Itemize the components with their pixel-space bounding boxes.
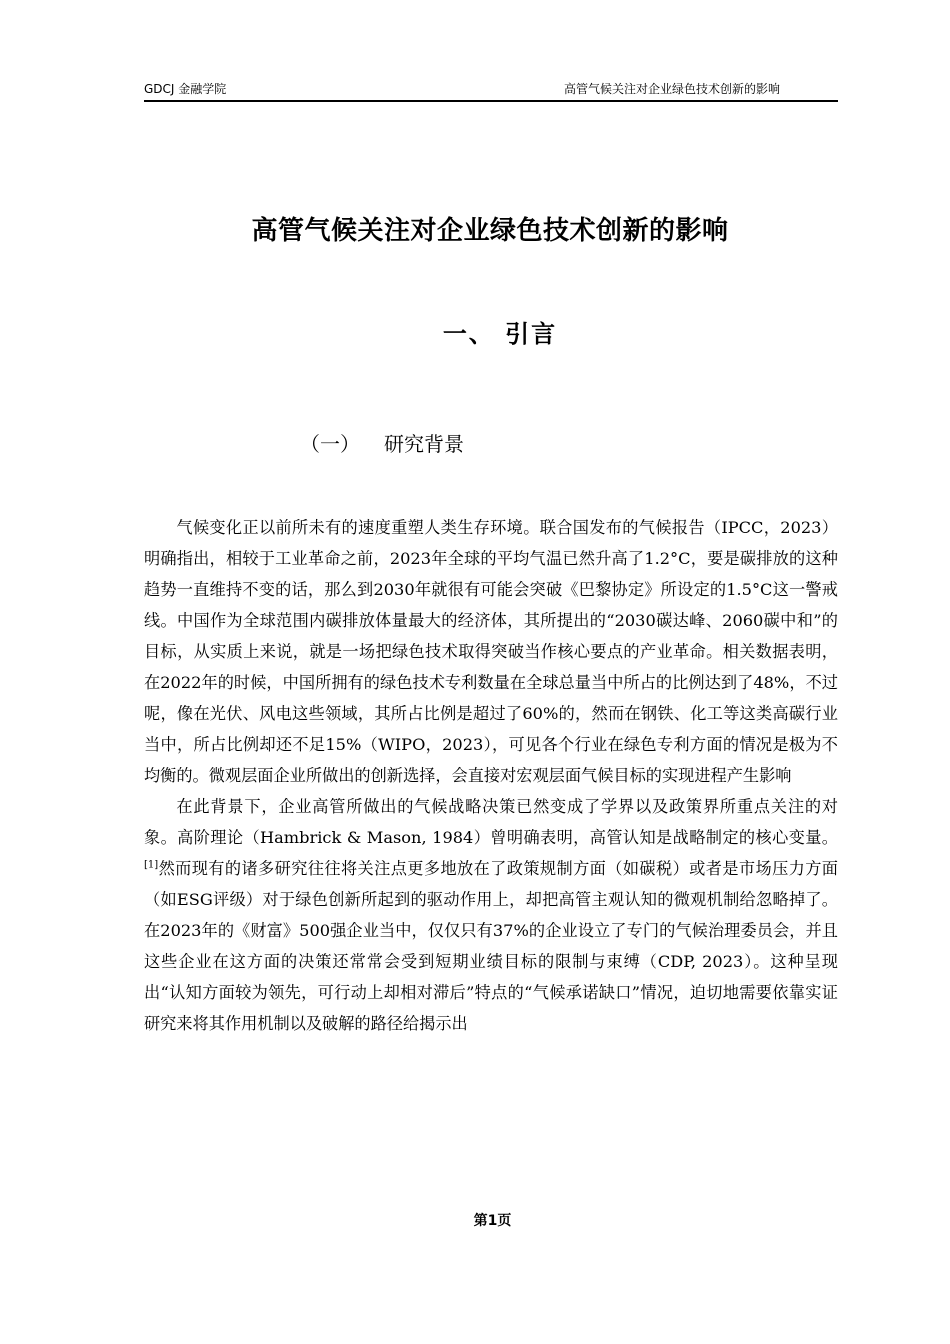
paragraph-2-part-2: 然而现有的诸多研究往往将关注点更多地放在了政策规制方面（如碳税）或者是市场压力方面（如ESG评级）对于绿色创新所起到的驱动作用上，却把高管主观认知的微观机制给忽略掉了。在2023年的《财富》500强企业当中，仅仅只有37%的企业设立了专门的气候治理委员会，并且这些企业在这方面的决策还常常会受到短期业绩目标的限制与束缚（CDP, 2023）。这种呈现出“认知方面较为领先，可行动上却相对滞后”特点的“气候承诺缺口”情况，迫切地需要依靠实证研究来将其作用机制以及破解的路径给揭示出 [144,859,838,1033]
paragraph-2 [144,791,838,1039]
paper-title: 高管气候关注对企业绿色技术创新的影响 [251,216,729,246]
citation-ref: [1] [144,859,159,871]
header-paper-title: 高管气候关注对企业绿色技术创新的影响 [563,82,780,96]
subsection-title: 研究背景 [384,432,464,456]
header-institution: GDCJ 金融学院 [144,82,227,96]
paragraph-1: 气候变化正以前所未有的速度重塑人类生存环境。联合国发布的气候报告（IPCC，2023）明确指出，相较于工业革命之前，2023年全球的平均气温已然升高了1.2°C，要是碳排放的这种趋势一直维持不变的话，那么到2030年就很有可能会突破《巴黎协定》所设定的1.5°C这一警戒线。中国作为全球范围内碳排放体量最大的经济体，其所提出的“2030碳达峰、2060碳中和”的目标，从实质上来说，就是一场把绿色技术取得突破当作核心要点的产业革命。相关数据表明，在2022年的时候，中国所拥有的绿色技术专利数量在全球总量当中所占的比例达到了48%，不过呢，像在光伏、风电这些领域，其所占比例是超过了60%的，然而在钢铁、化工等这类高碳行业当中，所占比例却还不足15%（WIPO，2023），可见各个行业在绿色专利方面的情况是极为不均衡的。微观层面企业所做出的创新选择，会直接对宏观层面气候目标的实现进程产生影响 [144,518,838,785]
section-heading: 一、 引言 [442,320,558,348]
running-header [144,78,838,102]
subsection-heading [300,428,464,457]
subsection-number: （一） [300,432,360,456]
paragraph-2-part-1: 在此背景下，企业高管所做出的气候战略决策已然变成了学界以及政策界所重点关注的对象。高阶理论（Hambrick & Mason, 1984）曾明确表明，高管认知是战略制定的核心变量。 [144,797,838,847]
body-text [144,512,838,1039]
page-number: 第1页 [473,1213,512,1229]
